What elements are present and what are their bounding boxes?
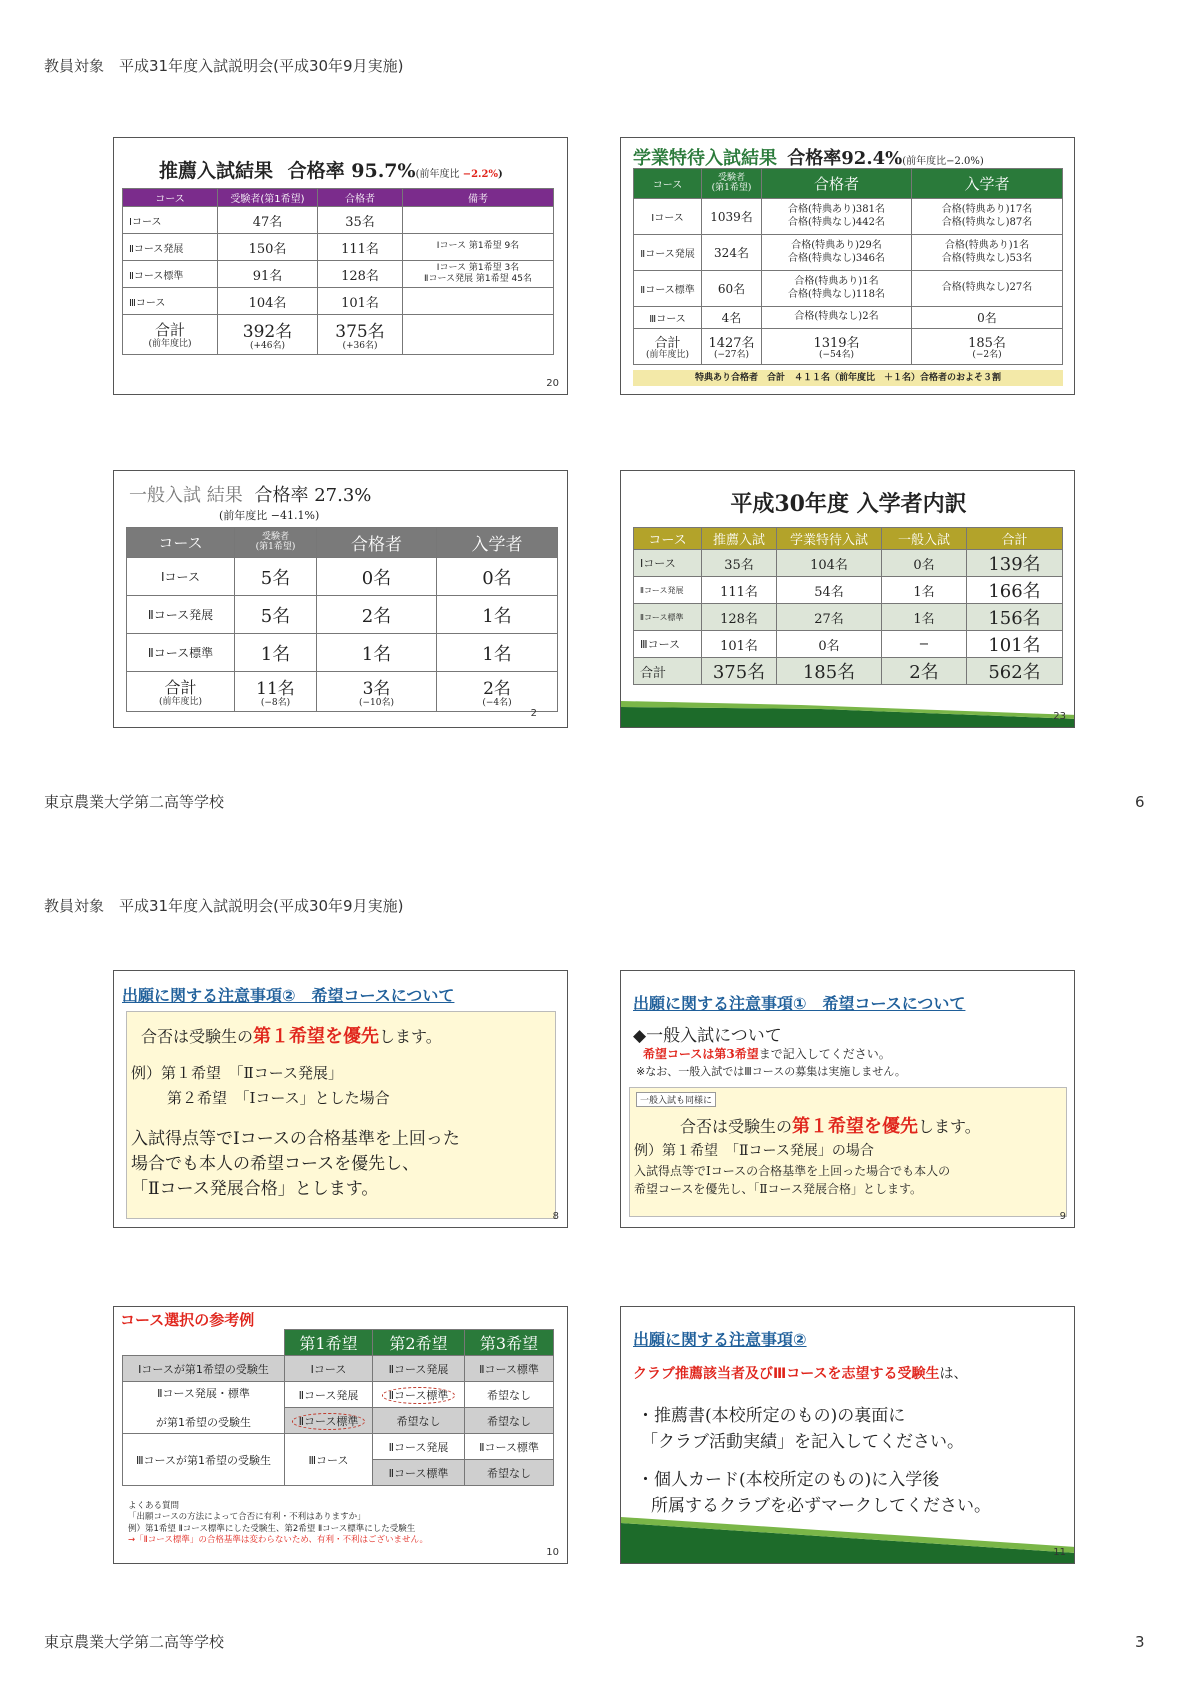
slide-general-results (113, 470, 568, 728)
page2-page-number: 3 (1135, 1633, 1145, 1651)
slide11-title: 出願に関する注意事項② (633, 1330, 807, 1349)
table-row: Ⅰコース 47名 35名 (123, 207, 554, 234)
table-row: Ⅱコース発展 111名 54名 1名 166名 (634, 577, 1063, 604)
table-row: Ⅱコース標準 60名 合格(特典あり)1名 合格(特典なし)118名 合格(特典なし)27名 (634, 271, 1063, 307)
table-row: Ⅱコース標準 希望なし 希望なし (123, 1408, 554, 1434)
slide22-table: コース 受験者 (第1希望) 合格者 入学者 Ⅰコース 5名 0名 0名 Ⅱコース発展 5名 2名 1名 Ⅱコース標準 1名 1名 1名 合計 (前年度比) 11名 (−8名) 3名 (−10名) 2名 (−4名) (126, 527, 558, 712)
slide-page-number: 11 (1053, 1547, 1066, 1558)
slide22-title: 一般入試 結果 合格率 27.3% (129, 485, 372, 506)
table-row: Ⅱコース標準 1名 1名 1名 (127, 634, 558, 672)
slide-page-number: 23 (1053, 711, 1066, 722)
slide10-faq: よくある質問 「出願コースの方法によって合否に有利・不利はありますか」 例）第1希望 Ⅱコース標準にした受験生、第2希望 Ⅱコース標準にした受験生 →「Ⅱコース標準」の合格基準は変わらないため、有利・不利はございません。 (128, 1501, 429, 1546)
table-row: Ⅱコース発展 324名 合格(特典あり)29名 合格(特典なし)346名 合格(特典あり)1名 合格(特典なし)53名 (634, 235, 1063, 271)
table-row: Ⅱコース発展 5名 2名 1名 (127, 596, 558, 634)
slide20-rate: 合格率 95.7% (287, 160, 416, 182)
page2-header: 教員対象 平成31年度入試説明会(平成30年9月実施) (44, 897, 404, 915)
slide9-bullet: ◆一般入試について (633, 1026, 782, 1046)
table-row: Ⅰコースが第1希望の受験生 Ⅰコース Ⅱコース発展 Ⅱコース標準 (123, 1356, 554, 1382)
slide-page-number: 20 (546, 378, 559, 389)
page1-header: 教員対象 平成31年度入試説明会(平成30年9月実施) (44, 57, 404, 75)
slide-notes-2-preferred-course (113, 970, 568, 1228)
table-row-total: 合計 (前年度比) 1427名 (−27名) 1319名 (−54名) 185名 (−2名) (634, 329, 1063, 365)
slide-recommendation-results (113, 137, 568, 395)
slide21-footer-note: 特典あり合格者 合計 ４１１名（前年度比 ＋１名）合格者のおよそ３割 (633, 370, 1063, 386)
page1-page-number: 6 (1135, 793, 1145, 811)
table-row: Ⅱコース標準 128名 27名 1名 156名 (634, 604, 1063, 631)
slide-notes-1-preferred-course: 出願に関する注意事項① 希望コースについて ◆一般入試について 希望コースは第3希望まで記入してください。 ※なお、一般入試ではⅢコースの募集は実施しません。 一般入試も同様に 合否は受験生の第１希望を優先します。 例）第１希望 「Ⅱコース発展」の場合 入試得点等でⅠコースの合格基準を上回った場合でも本人の 希望コースを優先し、「Ⅱコース発展合格」とします。 9 (620, 970, 1075, 1228)
table-row: Ⅲコース 4名 合格(特典なし)2名 0名 (634, 307, 1063, 329)
slide-page-number: 2 (530, 708, 537, 719)
slide9-content-box: 一般入試も同様に 合否は受験生の第１希望を優先します。 例）第１希望 「Ⅱコース発展」の場合 入試得点等でⅠコースの合格基準を上回った場合でも本人の 希望コースを優先し、「Ⅱコース発展合格」とします。 (629, 1087, 1067, 1217)
slide22-rate: 合格率 27.3% (254, 485, 372, 506)
page2-footer-school: 東京農業大学第二高等学校 (44, 1633, 225, 1651)
slide-enrollment-breakdown (620, 470, 1075, 728)
table-row-total: 合計 (前年度比) 392名 (+46名) 375名 (+36名) (123, 315, 554, 355)
table-row-total: 合計 375名 185名 2名 562名 (634, 658, 1063, 685)
table-row: Ⅰコース 1039名 合格(特典あり)381名 合格(特典なし)442名 合格(特典あり)17名 合格(特典なし)87名 (634, 199, 1063, 235)
table-row: Ⅲコース 101名 0名 − 101名 (634, 631, 1063, 658)
table-row: Ⅱコース標準 希望なし (123, 1460, 554, 1486)
slide-course-selection-example (113, 1306, 568, 1564)
table-row: Ⅱコース発展・標準 が第1希望の受験生 Ⅱコース発展 Ⅱコース標準 希望なし (123, 1382, 554, 1408)
table-row: Ⅰコース 35名 104名 0名 139名 (634, 550, 1063, 577)
table-row: Ⅱコース発展 150名 111名 Ⅰコース 第1希望 9名 (123, 234, 554, 261)
green-swoosh-decoration (621, 1513, 1075, 1563)
slide-page-number: 9 (1059, 1211, 1066, 1222)
slide-page-number: 8 (552, 1211, 559, 1222)
table-row: Ⅲコース 104名 101名 (123, 288, 554, 315)
slide21-title: 学業特待入試結果 合格率92.4%(前年度比−2.0%) (633, 148, 984, 169)
slide20-title: 推薦入試結果 合格率 95.7%(前年度比 −2.2%) (159, 160, 503, 182)
slide21-rate: 合格率92.4% (787, 148, 903, 169)
slide21-table: コース 受験者 (第1希望) 合格者 入学者 Ⅰコース 1039名 合格(特典あり)381名 合格(特典なし)442名 合格(特典あり)17名 合格(特典なし)87名 Ⅱコース発展 324名 合格(特典あり)29名 合格(特典なし)346名 合格(特典あり)1名 合格(特典なし)53名 Ⅱコース標準 60名 合格(特典あり)1名 合格(特典なし)118名 合格(特典なし)27名 Ⅲコース 4名 合格(特典なし)2名 0名 合計 (前年度比) 1427名 (−27名) 1319名 (−54名) 185名 (−2名) (633, 168, 1063, 365)
slide-page-number: 10 (546, 1547, 559, 1558)
slide10-title: コース選択の参考例 (120, 1311, 255, 1329)
slide-notes-2-club: 出願に関する注意事項② クラブ推薦該当者及びⅢコースを志望する受験生は、 ・推薦書(本校所定のもの)の裏面に 「クラブ活動実績」を記入してください。 ・個人カード(本校所定のもの)に入学後 所属するクラブを必ずマークしてください。 11 (620, 1306, 1075, 1564)
slide9-title: 出願に関する注意事項① 希望コースについて (633, 994, 966, 1013)
slide20-table: コース 受験者(第1希望) 合格者 備考 Ⅰコース 47名 35名 Ⅱコース発展 150名 111名 Ⅰコース 第1希望 9名 Ⅱコース標準 91名 128名 Ⅰコース 第1希望 3名 Ⅱコース発展 第1希望 45名 Ⅲコース 104名 101名 合計 (前年度比) 392名 (+46名) 375名 (+36名) (122, 188, 554, 355)
slide10-table: 第1希望 第2希望 第3希望 Ⅰコースが第1希望の受験生 Ⅰコース Ⅱコース発展 Ⅱコース標準 Ⅱコース発展・標準 が第1希望の受験生 Ⅱコース発展 Ⅱコース標準 希望なし Ⅱコース標準 希望なし 希望なし Ⅲコースが第1希望の受験生 Ⅲコース Ⅱコース発展 Ⅱコース標準 Ⅱコース標準 希望なし (122, 1329, 554, 1486)
slide23-title: 平成30年度 入学者内訳 (730, 491, 967, 517)
slide8-title: 出願に関する注意事項② 希望コースについて (122, 986, 455, 1005)
page1-footer-school: 東京農業大学第二高等学校 (44, 793, 225, 811)
table-row-total: 合計 (前年度比) 11名 (−8名) 3名 (−10名) 2名 (−4名) (127, 672, 558, 712)
slide-scholarship-results (620, 137, 1075, 395)
table-row: Ⅰコース 5名 0名 0名 (127, 558, 558, 596)
slide22-rate-note: (前年度比 −41.1%) (219, 509, 320, 522)
table-row: Ⅱコース標準 91名 128名 Ⅰコース 第1希望 3名 Ⅱコース発展 第1希望 45名 (123, 261, 554, 288)
slide23-table: コース 推薦入試 学業特待入試 一般入試 合計 Ⅰコース 35名 104名 0名 139名 Ⅱコース発展 111名 54名 1名 166名 Ⅱコース標準 128名 27名 1名 156名 Ⅲコース 101名 0名 − 101名 合計 375名 185名 2名 562名 (633, 527, 1063, 685)
slide8-content-box: 合否は受験生の第１希望を優先します。 例）第１希望 「Ⅱコース発展」 第２希望 「Ⅰコース」とした場合 入試得点等でⅠコースの合格基準を上回った 場合でも本人の希望コースを優先し、 「Ⅱコース発展合格」とします。 (126, 1011, 556, 1219)
green-swoosh-decoration (621, 687, 1075, 727)
table-row: Ⅲコースが第1希望の受験生 Ⅲコース Ⅱコース発展 Ⅱコース標準 (123, 1434, 554, 1460)
